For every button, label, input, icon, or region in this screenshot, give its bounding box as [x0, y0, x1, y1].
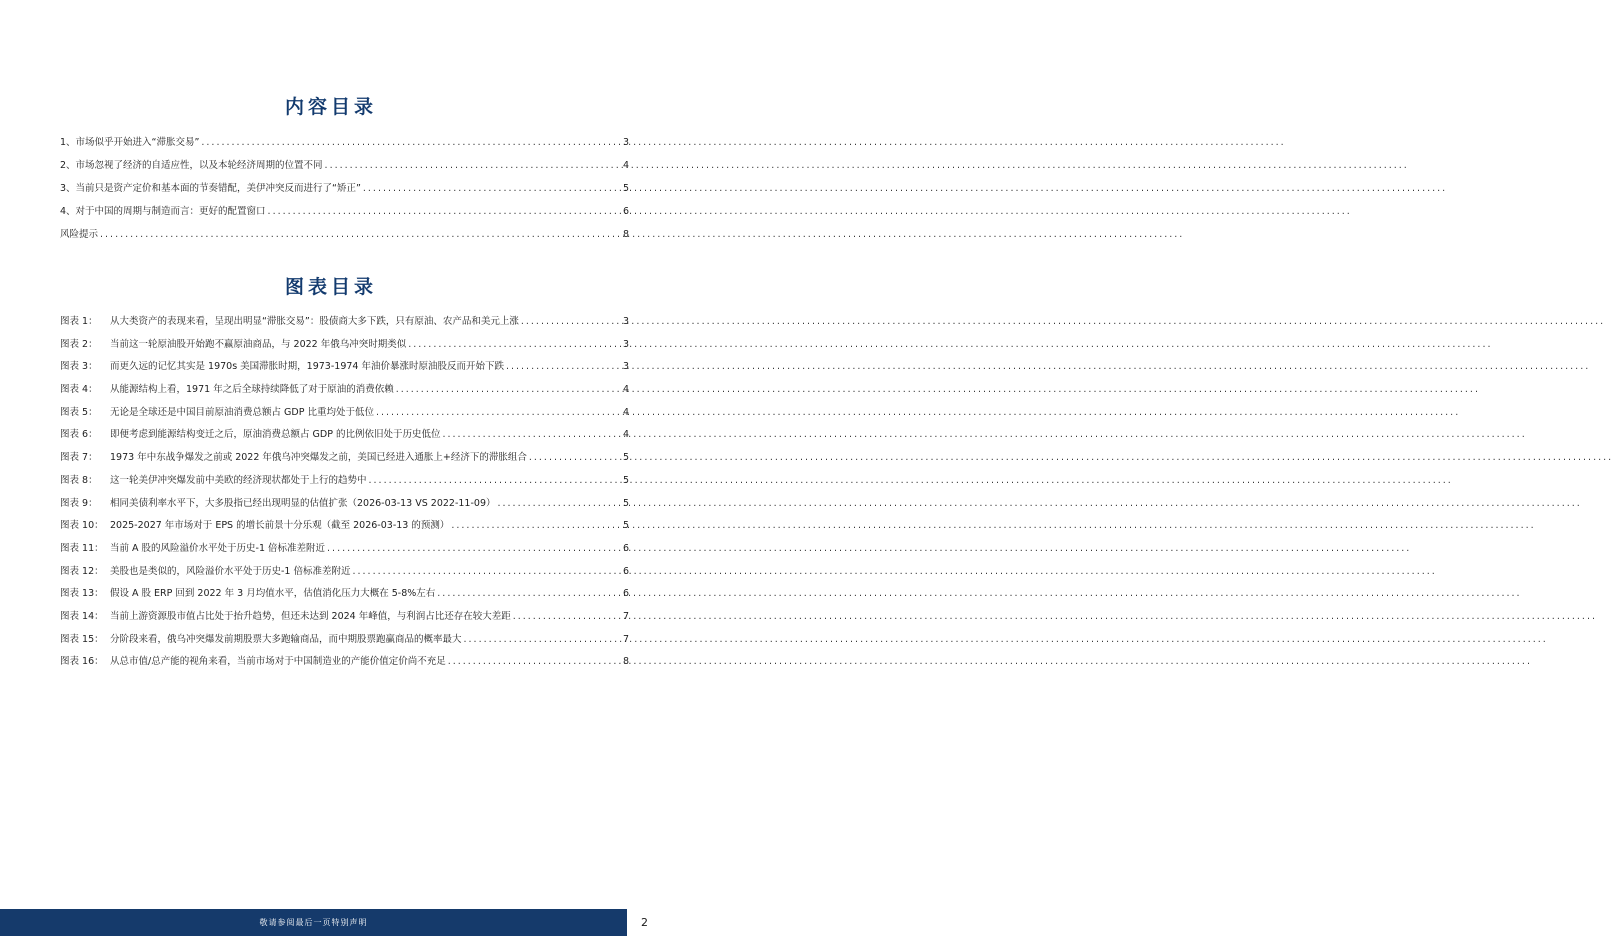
figure-entry-page: 5: [622, 497, 629, 509]
dot-leader: [369, 470, 617, 493]
figure-entry[interactable]: [60, 538, 629, 561]
figure-entry-text: 即便考虑到能源结构变迁之后，原油消费总额占 GDP 的比例依旧处于历史低位: [110, 429, 441, 441]
figure-entry[interactable]: [60, 583, 629, 606]
dot-leader: [448, 651, 617, 674]
figure-entry-label: 图表 2：: [60, 338, 98, 350]
figure-entry-text: 当前上游资源股市值占比处于抬升趋势，但还未达到 2024 年峰值，与利润占比还存在较大差距: [110, 610, 511, 622]
figure-entry-page: 5: [622, 452, 629, 464]
figure-entry-page: 3: [622, 361, 629, 373]
figure-entry[interactable]: [60, 447, 629, 470]
figure-entry-label: 图表 12：: [60, 565, 104, 577]
figure-entry-text: 分阶段来看，俄乌冲突爆发前期股票大多跑输商品，而中期股票跑赢商品的概率最大: [110, 633, 462, 645]
contents-entry[interactable]: [60, 223, 629, 246]
figure-entry-label: 图表 15：: [60, 633, 104, 645]
dot-leader: [100, 223, 617, 246]
figure-entry[interactable]: [60, 334, 629, 357]
figure-entry[interactable]: [60, 311, 629, 334]
dot-leader: [325, 154, 617, 177]
figure-entry-page: 6: [622, 588, 629, 600]
figure-entry[interactable]: [60, 651, 629, 674]
contents-entry-page: 4: [622, 160, 629, 171]
figure-entry-label: 图表 7：: [60, 452, 98, 464]
figure-entry[interactable]: [60, 561, 629, 584]
dot-leader: [521, 311, 617, 334]
report-page: [0, 0, 662, 936]
figure-entry-label: 图表 10：: [60, 520, 104, 532]
figure-entry-label: 图表 5：: [60, 406, 98, 418]
dot-leader: [442, 424, 617, 447]
contents-entry-page: 8: [622, 229, 629, 240]
dot-leader: [437, 583, 617, 606]
figure-entry-page: 7: [622, 633, 629, 645]
contents-entry-page: 3: [622, 137, 629, 148]
figures-list: [60, 311, 629, 674]
figure-entry-label: 图表 6：: [60, 429, 98, 441]
figures-title: 图表目录: [284, 276, 377, 298]
figure-entry-label: 图表 3：: [60, 361, 98, 373]
contents-entry[interactable]: [60, 131, 629, 154]
dot-leader: [513, 606, 617, 629]
figure-entry[interactable]: [60, 379, 629, 402]
contents-entry-text: 4、对于中国的周期与制造而言：更好的配置窗口: [60, 206, 266, 217]
contents-entry-page: 5: [622, 183, 629, 194]
figure-entry-page: 3: [622, 338, 629, 350]
figure-entry-text: 从大类资产的表现来看，呈现出明显“滞胀交易”：股债商大多下跌，只有原油、农产品和美元上涨: [110, 316, 519, 327]
figure-entry-text: 当前这一轮原油股开始跑不赢原油商品，与 2022 年俄乌冲突时期类似: [110, 338, 407, 350]
figure-entry[interactable]: [60, 629, 629, 652]
figure-entry-label: 图表 1：: [60, 316, 98, 327]
dot-leader: [506, 356, 617, 379]
figure-entry-page: 4: [622, 406, 629, 418]
figure-entry-page: 4: [622, 429, 629, 441]
figure-entry[interactable]: [60, 470, 629, 493]
dot-leader: [498, 493, 617, 516]
figure-entry-page: 3: [622, 316, 629, 327]
figure-entry-label: 图表 9：: [60, 497, 98, 509]
figure-entry[interactable]: [60, 402, 629, 425]
figure-entry[interactable]: [60, 493, 629, 516]
figure-entry-page: 7: [622, 610, 629, 622]
contents-entry[interactable]: [60, 177, 629, 200]
figure-entry-label: 图表 16：: [60, 656, 104, 668]
figure-entry-text: 无论是全球还是中国目前原油消费总额占 GDP 比重均处于低位: [110, 406, 374, 418]
figure-entry-page: 8: [622, 656, 629, 668]
figure-entry[interactable]: [60, 606, 629, 629]
figure-entry[interactable]: [60, 424, 629, 447]
figure-entry-text: 2025-2027 年市场对于 EPS 的增长前景十分乐观（截至 2026-03-13 的预测）: [110, 520, 450, 532]
contents-entry-text: 3、当前只是资产定价和基本面的节奏错配，美伊冲突反而进行了“矫正”: [60, 183, 361, 194]
contents-list: [60, 131, 629, 246]
figure-entry-label: 图表 14：: [60, 610, 104, 622]
page-number: 2: [641, 916, 648, 929]
figure-entry-text: 1973 年中东战争爆发之前或 2022 年俄乌冲突爆发之前，美国已经进入通胀上+经济下的滞胀组合: [110, 452, 527, 464]
figure-entry-label: 图表 11：: [60, 542, 104, 554]
footer-bar: [0, 909, 627, 936]
dot-leader: [376, 402, 617, 425]
figure-entry-text: 相同美债利率水平下，大多股指已经出现明显的估值扩张（2026-03-13 VS 2022-11-09）: [110, 497, 496, 509]
figure-entry-page: 5: [622, 520, 629, 532]
dot-leader: [268, 200, 617, 223]
figure-entry-text: 从能源结构上看，1971 年之后全球持续降低了对于原油的消费依赖: [110, 384, 394, 396]
figure-entry-text: 当前 A 股的风险溢价水平处于历史-1 倍标准差附近: [110, 542, 326, 554]
dot-leader: [363, 177, 617, 200]
contents-entry-text: 风险提示: [60, 229, 99, 240]
dot-leader: [529, 447, 617, 470]
figure-entry-page: 6: [622, 565, 629, 577]
figure-entry-label: 图表 13：: [60, 588, 104, 600]
figure-entry[interactable]: [60, 515, 629, 538]
footer-disclaimer-note: 敬请参阅最后一页特别声明: [259, 918, 368, 927]
figure-entry-text: 假设 A 股 ERP 回到 2022 年 3 月均值水平，估值消化压力大概在 5-8%左右: [110, 588, 436, 600]
dot-leader: [396, 379, 617, 402]
contents-title: 内容目录: [284, 96, 377, 118]
figure-entry[interactable]: [60, 356, 629, 379]
figure-entry-page: 4: [622, 384, 629, 396]
figure-entry-text: 这一轮美伊冲突爆发前中美欧的经济现状都处于上行的趋势中: [110, 474, 367, 486]
contents-entry-text: 1、市场似乎开始进入“滞胀交易”: [60, 137, 200, 148]
dot-leader: [327, 538, 617, 561]
contents-entry[interactable]: [60, 200, 629, 223]
figure-entry-label: 图表 4：: [60, 384, 98, 396]
figure-entry-text: 从总市值/总产能的视角来看，当前市场对于中国制造业的产能价值定价尚不充足: [110, 656, 446, 668]
dot-leader: [353, 561, 617, 584]
contents-entry[interactable]: [60, 154, 629, 177]
dot-leader: [408, 334, 617, 357]
figure-entry-text: 而更久远的记忆其实是 1970s 美国滞胀时期，1973-1974 年油价暴涨时原油股反而开始下跌: [110, 361, 504, 373]
dot-leader: [464, 629, 617, 652]
dot-leader: [201, 131, 617, 154]
contents-entry-text: 2、市场忽视了经济的自适应性，以及本轮经济周期的位置不同: [60, 160, 323, 171]
contents-entry-page: 6: [622, 206, 629, 217]
figure-entry-text: 美股也是类似的，风险溢价水平处于历史-1 倍标准差附近: [110, 565, 351, 577]
dot-leader: [451, 515, 617, 538]
figure-entry-page: 6: [622, 542, 629, 554]
figure-entry-page: 5: [622, 474, 629, 486]
figure-entry-label: 图表 8：: [60, 474, 98, 486]
